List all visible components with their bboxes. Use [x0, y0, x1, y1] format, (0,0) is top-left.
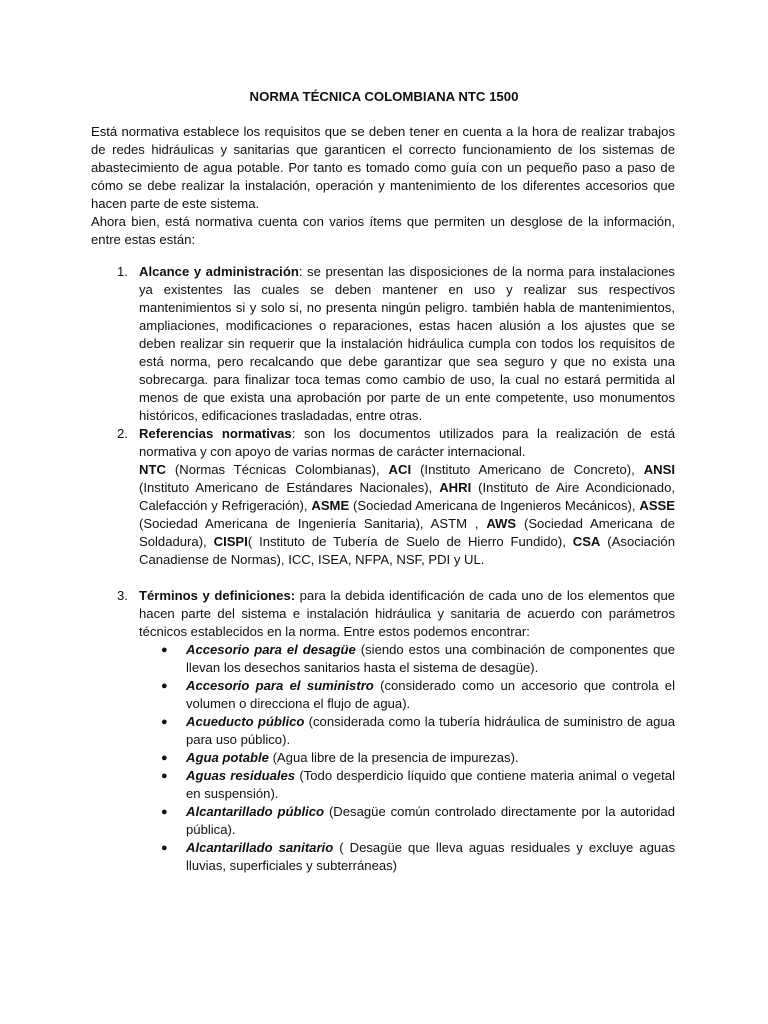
ref-code: ASME	[311, 498, 350, 513]
reference-list	[139, 461, 675, 569]
ref-code: AHRI	[439, 480, 472, 495]
bullet-icon: ●	[161, 770, 168, 782]
ref-text: (Instituto Americano de Concreto),	[411, 462, 644, 477]
term-name: Acueducto público	[186, 714, 305, 729]
term-item	[139, 839, 675, 875]
list-number: 3.	[117, 588, 128, 603]
ref-code: ANSI	[643, 462, 675, 477]
item-text: : se presentan las disposiciones de la norma para instalaciones ya existentes las cuales se deben mantener en uso y realizar sus respectivos mantenimientos si y solo si, no presenta ningún peligro. también habla de mantenimientos, ampliaciones, modificaciones o reparaciones, estas hacen alusión a los ajustes que se deben realizar sin requerir que la instalación hidráulica cumpla con todos los requisitos de está norma, pero recalcando que debe garantizar que sea seguro y que no exista una sobrecarga. para finalizar toca temas como cambio de uso, la cual no estará permitida al menos de que exista una aprobación por parte de un ente competente, uso monumentos históricos, edificaciones trasladadas, entre otras.	[139, 264, 675, 423]
ref-text: ( Instituto de Tubería de Suelo de Hierro Fundido),	[247, 534, 573, 549]
term-definition: (considerada como la tubería hidráulica de suministro de agua para uso público).	[186, 714, 675, 747]
bullet-icon: ●	[161, 752, 168, 764]
term-name: Alcantarillado público	[186, 804, 325, 819]
term-definition: (Todo desperdicio líquido que contiene materia animal o vegetal en suspensión).	[186, 768, 675, 801]
term-definition: ( Desagüe que lleva aguas residuales y excluye aguas lluvias, superficiales y subterráneas)	[186, 840, 675, 873]
numbered-list	[91, 263, 675, 875]
item-text: : son los documentos utilizados para la realización de está normativa y con apoyo de varias normas de carácter internacional.	[139, 426, 676, 459]
term-name: Aguas residuales	[186, 768, 296, 783]
ref-text: (Instituto Americano de Estándares Nacionales),	[139, 480, 440, 495]
ref-text: (Sociedad Americana de Soldadura),	[139, 516, 675, 549]
bullet-icon: ●	[161, 644, 168, 656]
term-item	[139, 641, 675, 677]
intro-section	[91, 123, 675, 249]
list-item-referencias	[91, 425, 675, 569]
ref-code: CISPI	[213, 534, 248, 549]
ref-code: ACI	[388, 462, 412, 477]
item-heading: Alcance y administración	[139, 264, 299, 279]
ref-code: NTC	[139, 462, 166, 477]
ref-code: AWS	[486, 516, 517, 531]
term-item	[139, 803, 675, 839]
term-name: Accesorio para el desagüe	[186, 642, 356, 657]
item-text: para la debida identificación de cada uno de los elementos que hacen parte del sistema e instalación hidráulica y sanitaria de acuerdo con parámetros técnicos establecidos en la norma. Entre estos podemos encontrar:	[139, 588, 676, 639]
ref-text: (Asociación Canadiense de Normas), ICC, ISEA, NFPA, NSF, PDI y UL.	[139, 534, 675, 567]
bullet-icon: ●	[161, 716, 168, 728]
ref-code: CSA	[572, 534, 601, 549]
item-heading: Términos y definiciones:	[139, 588, 296, 603]
term-name: Accesorio para el suministro	[186, 678, 374, 693]
list-item-alcance	[91, 263, 675, 425]
bullet-icon: ●	[161, 680, 168, 692]
term-definition: (Agua libre de la presencia de impurezas).	[268, 750, 519, 765]
ref-text: (Normas Técnicas Colombianas),	[165, 462, 389, 477]
term-definition: (Desagüe común controlado directamente por la autoridad pública).	[186, 804, 675, 837]
item-heading: Referencias normativas	[139, 426, 292, 441]
bullet-icon: ●	[161, 842, 168, 854]
intro-paragraph-continued: Ahora bien, está normativa cuenta con varios ítems que permiten un desglose de la información, entre estas están:	[91, 214, 675, 247]
term-item	[139, 767, 675, 803]
term-name: Agua potable	[186, 750, 269, 765]
ref-text: (Sociedad Americana de Ingeniería Sanitaria), ASTM ,	[139, 516, 487, 531]
ref-code: ASSE	[639, 498, 676, 513]
term-definition: (siendo estos una combinación de componentes que llevan los desechos sanitarios hasta el sistema de desagüe).	[186, 642, 675, 675]
term-item	[139, 677, 675, 713]
intro-paragraph: Está normativa establece los requisitos que se deben tener en cuenta a la hora de realizar trabajos de redes hidráulicas y sanitarias que garanticen el correcto funcionamiento de los sistemas de abastecimiento de agua potable. Por tanto es tomado como guía con un pequeño paso a paso de cómo se debe realizar la instalación, operación y mantenimiento de los diferentes accesorios que hacen parte de este sistema.	[91, 124, 675, 211]
blank-line	[91, 569, 675, 587]
term-item	[139, 713, 675, 749]
list-number: 1.	[117, 264, 128, 279]
list-number: 2.	[117, 426, 128, 441]
document-title: NORMA TÉCNICA COLOMBIANA NTC 1500	[249, 89, 519, 104]
term-definition: (considerado como un accesorio que controla el volumen o direcciona el flujo de agua).	[186, 678, 675, 711]
ref-text: (Sociedad Americana de Ingenieros Mecánicos),	[349, 498, 640, 513]
bullet-icon: ●	[161, 806, 168, 818]
terms-list	[139, 641, 675, 875]
term-name: Alcantarillado sanitario	[186, 840, 334, 855]
term-item	[139, 749, 675, 767]
list-item-terminos	[91, 587, 675, 875]
ref-text: (Instituto de Aire Acondicionado, Calefacción y Refrigeración),	[139, 480, 676, 513]
